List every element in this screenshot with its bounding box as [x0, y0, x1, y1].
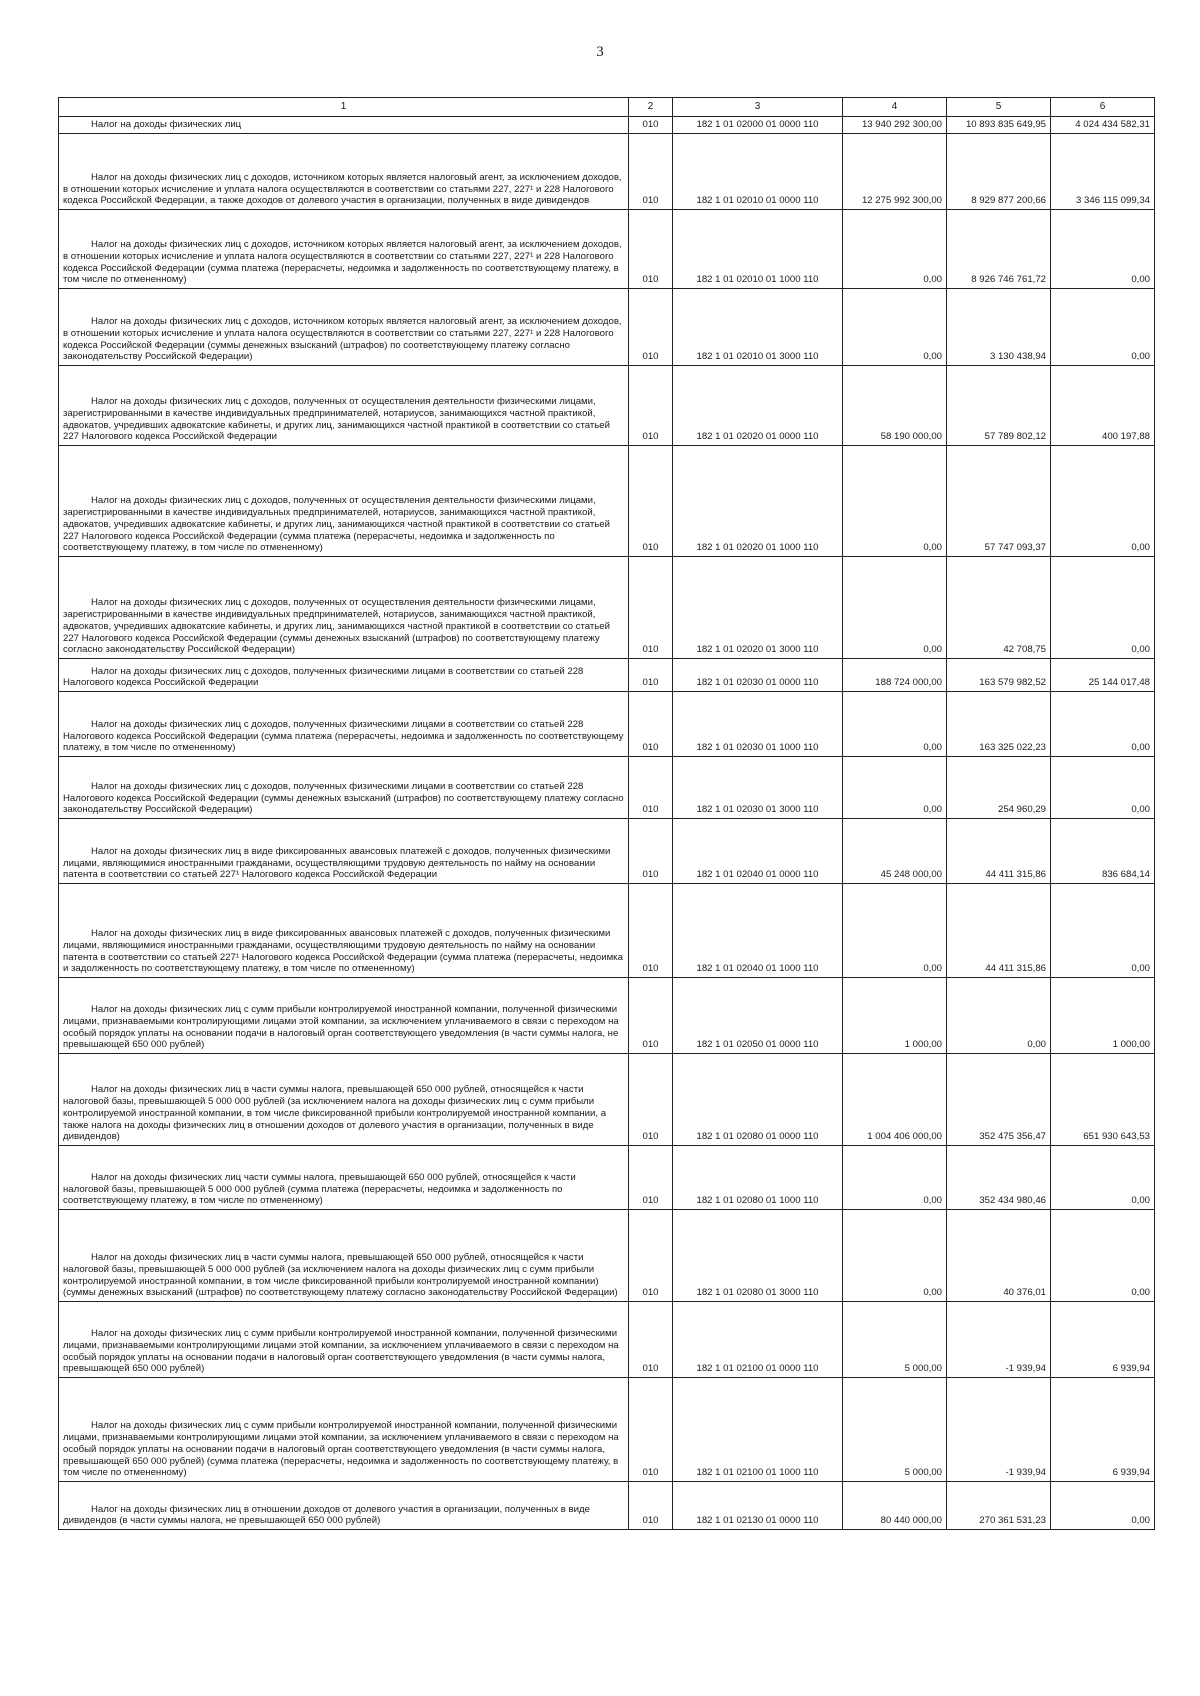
cell-unexecuted-amount: 836 684,14: [1051, 819, 1155, 884]
row-description: Налог на доходы физических лиц с доходов, полученных от осуществления деятельности физическими лицами, зарегистрированными в качестве индивидуальных предпринимателей, нотариусов, занимающихся частной практикой, адвокатов, учредивших адвокатские кабинеты, и других лиц, занимающихся частной практикой в соответствии со статьей 227 Налогового кодекса Российской Федерации (сумма платежа (перерасчеты, недоимка и задолженность по соответствующему платежу, в том числе по отмененному): [63, 495, 610, 554]
cell-budget-code: 182 1 01 02030 01 0000 110: [673, 659, 843, 692]
cell-approved-amount: 58 190 000,00: [843, 366, 947, 446]
header-row: [59, 98, 1155, 117]
row-description: Налог на доходы физических лиц в виде фиксированных авансовых платежей с доходов, полученных физическими лицами, являющимися иностранными гражданами, осуществляющими трудовую деятельность по найму на основании патента в соответствии со статьей 227¹ Налогового кодекса Российской Федерации: [63, 845, 611, 881]
row-description: Налог на доходы физических лиц с сумм прибыли контролируемой иностранной компании, полученной физическими лицами, признаваемыми контролирующими лицами этой компании, за исключением уплачиваемого в связи с переходом на особый порядок уплаты на основании подачи в налоговый орган соответствующего уведомления (в части суммы налога, не превышающей 650 000 рублей): [63, 1004, 619, 1051]
cell-approved-amount: 0,00: [843, 757, 947, 819]
cell-approved-amount: 0,00: [843, 289, 947, 366]
cell-approved-amount: 13 940 292 300,00: [843, 117, 947, 134]
cell-unexecuted-amount: 6 939,94: [1051, 1378, 1155, 1482]
row-description: Налог на доходы физических лиц в части суммы налога, превышающей 650 000 рублей, относящейся к части налоговой базы, превышающей 5 000 000 рублей (за исключением налога на доходы физических лиц с сумм прибыли контролируемой иностранной компании, в том числе фиксированной прибыли контролируемой иностранной компании, а также налога на доходы физических лиц в отношении доходов от долевого участия в организации, полученных в виде дивидендов): [63, 1084, 607, 1143]
cell-executed-amount: 352 475 356,47: [947, 1054, 1051, 1146]
row-description: Налог на доходы физических лиц с доходов, полученных физическими лицами в соответствии со статьей 228 Налогового кодекса Российской Федерации: [63, 665, 584, 689]
cell-executed-amount: 3 130 438,94: [947, 289, 1051, 366]
cell-executed-amount: 254 960,29: [947, 757, 1051, 819]
table-row: [59, 884, 1155, 978]
cell-line-code: 010: [629, 446, 673, 557]
cell-unexecuted-amount: 400 197,88: [1051, 366, 1155, 446]
cell-line-code: 010: [629, 978, 673, 1054]
col-header-1: 1: [59, 98, 629, 117]
cell-unexecuted-amount: 651 930 643,53: [1051, 1054, 1155, 1146]
cell-budget-code: 182 1 01 02010 01 3000 110: [673, 289, 843, 366]
table-row: [59, 1302, 1155, 1378]
cell-approved-amount: 0,00: [843, 884, 947, 978]
cell-unexecuted-amount: 25 144 017,48: [1051, 659, 1155, 692]
cell-unexecuted-amount: 0,00: [1051, 757, 1155, 819]
cell-name: [59, 366, 629, 446]
cell-name: [59, 757, 629, 819]
cell-line-code: 010: [629, 1146, 673, 1210]
cell-name: [59, 884, 629, 978]
table-row: [59, 446, 1155, 557]
table-row: [59, 692, 1155, 757]
cell-unexecuted-amount: 0,00: [1051, 446, 1155, 557]
table-row: [59, 1210, 1155, 1302]
cell-approved-amount: 45 248 000,00: [843, 819, 947, 884]
cell-line-code: 010: [629, 1482, 673, 1530]
table-row: [59, 757, 1155, 819]
col-header-6: 6: [1051, 98, 1155, 117]
cell-unexecuted-amount: 0,00: [1051, 1146, 1155, 1210]
cell-unexecuted-amount: 0,00: [1051, 692, 1155, 757]
cell-budget-code: 182 1 01 02100 01 1000 110: [673, 1378, 843, 1482]
cell-approved-amount: 5 000,00: [843, 1378, 947, 1482]
cell-executed-amount: 0,00: [947, 978, 1051, 1054]
table-row: [59, 1054, 1155, 1146]
cell-executed-amount: -1 939,94: [947, 1378, 1051, 1482]
cell-line-code: 010: [629, 1054, 673, 1146]
cell-executed-amount: 44 411 315,86: [947, 819, 1051, 884]
page-number: 3: [596, 44, 604, 60]
cell-approved-amount: 1 004 406 000,00: [843, 1054, 947, 1146]
cell-name: [59, 557, 629, 659]
cell-name: [59, 1378, 629, 1482]
cell-line-code: 010: [629, 289, 673, 366]
cell-budget-code: 182 1 01 02100 01 0000 110: [673, 1302, 843, 1378]
cell-line-code: 010: [629, 757, 673, 819]
cell-name: [59, 1054, 629, 1146]
cell-executed-amount: 44 411 315,86: [947, 884, 1051, 978]
cell-approved-amount: 0,00: [843, 210, 947, 289]
row-description: Налог на доходы физических лиц в части суммы налога, превышающей 650 000 рублей, относящейся к части налоговой базы, превышающей 5 000 000 рублей (за исключением налога на доходы физических лиц с сумм прибыли контролируемой иностранной компании, в том числе фиксированной прибыли контролируемой иностранной компании) (суммы денежных взысканий (штрафов) по соответствующему платежу согласно законодательству Российской Федерации): [63, 1252, 618, 1299]
row-description: Налог на доходы физических лиц: [91, 119, 242, 131]
row-description: Налог на доходы физических лиц в виде фиксированных авансовых платежей с доходов, полученных физическими лицами, являющимися иностранными гражданами, осуществляющими трудовую деятельность по найму на основании патента в соответствии со статьей 227¹ Налогового кодекса Российской Федерации (сумма платежа (перерасчеты, недоимка и задолженность по соответствующему платежу, в том числе по отмененному): [63, 928, 623, 975]
table-row: [59, 366, 1155, 446]
cell-unexecuted-amount: 3 346 115 099,34: [1051, 134, 1155, 210]
cell-approved-amount: 0,00: [843, 692, 947, 757]
cell-name: [59, 289, 629, 366]
row-description: Налог на доходы физических лиц с доходов, источником которых является налоговый агент, за исключением доходов, в отношении которых исчисление и уплата налога осуществляются в соответствии со статьями 227, 227¹ и 228 Налогового кодекса Российской Федерации (суммы денежных взысканий (штрафов) по соответствующему платежу согласно законодательству Российской Федерации): [63, 316, 622, 363]
cell-executed-amount: 163 579 982,52: [947, 659, 1051, 692]
cell-executed-amount: 163 325 022,23: [947, 692, 1051, 757]
cell-budget-code: 182 1 01 02010 01 0000 110: [673, 134, 843, 210]
cell-unexecuted-amount: 0,00: [1051, 557, 1155, 659]
cell-budget-code: 182 1 01 02050 01 0000 110: [673, 978, 843, 1054]
cell-line-code: 010: [629, 134, 673, 210]
cell-name: [59, 1146, 629, 1210]
table-row: [59, 819, 1155, 884]
cell-executed-amount: 270 361 531,23: [947, 1482, 1051, 1530]
cell-budget-code: 182 1 01 02080 01 3000 110: [673, 1210, 843, 1302]
cell-unexecuted-amount: 4 024 434 582,31: [1051, 117, 1155, 134]
cell-name: [59, 446, 629, 557]
cell-executed-amount: 8 929 877 200,66: [947, 134, 1051, 210]
cell-executed-amount: 40 376,01: [947, 1210, 1051, 1302]
table-body: [59, 117, 1155, 1530]
cell-name: [59, 1210, 629, 1302]
cell-line-code: 010: [629, 1210, 673, 1302]
cell-budget-code: 182 1 01 02020 01 3000 110: [673, 557, 843, 659]
cell-unexecuted-amount: 0,00: [1051, 289, 1155, 366]
cell-line-code: 010: [629, 659, 673, 692]
cell-budget-code: 182 1 01 02130 01 0000 110: [673, 1482, 843, 1530]
cell-name: [59, 1302, 629, 1378]
col-header-5: 5: [947, 98, 1051, 117]
table-row: [59, 289, 1155, 366]
cell-executed-amount: 10 893 835 649,95: [947, 117, 1051, 134]
cell-budget-code: 182 1 01 02040 01 0000 110: [673, 819, 843, 884]
row-description: Налог на доходы физических лиц с сумм прибыли контролируемой иностранной компании, полученной физическими лицами, признаваемыми контролирующими лицами этой компании, за исключением уплачиваемого в связи с переходом на особый порядок уплаты на основании подачи в налоговый орган соответствующего уведомления (в части суммы налога, превышающей 650 000 рублей) (сумма платежа (перерасчеты, недоимка и задолженность по соответствующему платежу, в том числе по отмененному): [63, 1420, 619, 1479]
cell-name: [59, 819, 629, 884]
cell-unexecuted-amount: 0,00: [1051, 1210, 1155, 1302]
table-row: [59, 134, 1155, 210]
row-description: Налог на доходы физических лиц с доходов, источником которых является налоговый агент, за исключением доходов, в отношении которых исчисление и уплата налога осуществляются в соответствии со статьями 227, 227¹ и 228 Налогового кодекса Российской Федерации, а также доходов от долевого участия в организации, полученных в виде дивидендов: [63, 171, 622, 207]
cell-budget-code: 182 1 01 02030 01 3000 110: [673, 757, 843, 819]
cell-approved-amount: 0,00: [843, 1146, 947, 1210]
cell-budget-code: 182 1 01 02000 01 0000 110: [673, 117, 843, 134]
cell-executed-amount: 352 434 980,46: [947, 1146, 1051, 1210]
cell-line-code: 010: [629, 1378, 673, 1482]
cell-approved-amount: 5 000,00: [843, 1302, 947, 1378]
col-header-4: 4: [843, 98, 947, 117]
cell-approved-amount: 12 275 992 300,00: [843, 134, 947, 210]
table-row: [59, 557, 1155, 659]
table-row: [59, 117, 1155, 134]
row-description: Налог на доходы физических лиц в отношении доходов от долевого участия в организации, полученных в виде дивидендов (в части суммы налога, не превышающей 650 000 рублей): [63, 1503, 590, 1527]
cell-unexecuted-amount: 0,00: [1051, 884, 1155, 978]
table-row: [59, 1146, 1155, 1210]
row-description: Налог на доходы физических лиц части суммы налога, превышающей 650 000 рублей, относящейся к части налоговой базы, превышающей 5 000 000 рублей (сумма платежа (перерасчеты, недоимка и задолженность по соответствующему платежу, в том числе по отмененному): [63, 1171, 576, 1207]
table-row: [59, 1482, 1155, 1530]
cell-name: [59, 659, 629, 692]
cell-approved-amount: 0,00: [843, 446, 947, 557]
table-row: [59, 210, 1155, 289]
cell-approved-amount: 188 724 000,00: [843, 659, 947, 692]
cell-line-code: 010: [629, 692, 673, 757]
row-description: Налог на доходы физических лиц с доходов, полученных от осуществления деятельности физическими лицами, зарегистрированными в качестве индивидуальных предпринимателей, нотариусов, занимающихся частной практикой, адвокатов, учредивших адвокатские кабинеты, и других лиц, занимающихся частной практикой в соответствии со статьей 227 Налогового кодекса Российской Федерации (суммы денежных взысканий (штрафов) по соответствующему платежу согласно законодательству Российской Федерации): [63, 597, 610, 656]
cell-line-code: 010: [629, 117, 673, 134]
row-description: Налог на доходы физических лиц с доходов, полученных физическими лицами в соответствии со статьей 228 Налогового кодекса Российской Федерации (сумма платежа (перерасчеты, недоимка и задолженность по соответствующему платежу, в том числе по отмененному): [63, 718, 624, 754]
cell-name: [59, 692, 629, 757]
cell-budget-code: 182 1 01 02010 01 1000 110: [673, 210, 843, 289]
col-header-2: 2: [629, 98, 673, 117]
row-description: Налог на доходы физических лиц с доходов, полученных физическими лицами в соответствии со статьей 228 Налогового кодекса Российской Федерации (суммы денежных взысканий (штрафов) по соответствующему платежу согласно законодательству Российской Федерации): [63, 780, 624, 816]
cell-budget-code: 182 1 01 02080 01 1000 110: [673, 1146, 843, 1210]
cell-line-code: 010: [629, 1302, 673, 1378]
cell-approved-amount: 0,00: [843, 557, 947, 659]
cell-name: [59, 210, 629, 289]
cell-budget-code: 182 1 01 02080 01 0000 110: [673, 1054, 843, 1146]
cell-line-code: 010: [629, 366, 673, 446]
table-row: [59, 1378, 1155, 1482]
cell-executed-amount: 42 708,75: [947, 557, 1051, 659]
row-description: Налог на доходы физических лиц с доходов, полученных от осуществления деятельности физическими лицами, зарегистрированными в качестве индивидуальных предпринимателей, нотариусов, занимающихся частной практикой, адвокатов, учредивших адвокатские кабинеты, и других лиц, занимающихся частной практикой в соответствии со статьей 227 Налогового кодекса Российской Федерации: [63, 396, 610, 443]
row-description: Налог на доходы физических лиц с сумм прибыли контролируемой иностранной компании, полученной физическими лицами, признаваемыми контролирующими лицами этой компании, за исключением уплачиваемого в связи с переходом на особый порядок уплаты на основании подачи в налоговый орган соответствующего уведомления (в части суммы налога, превышающей 650 000 рублей): [63, 1328, 619, 1375]
cell-executed-amount: 57 789 802,12: [947, 366, 1051, 446]
cell-line-code: 010: [629, 557, 673, 659]
table-row: [59, 978, 1155, 1054]
cell-budget-code: 182 1 01 02020 01 0000 110: [673, 366, 843, 446]
cell-name: [59, 978, 629, 1054]
cell-executed-amount: 8 926 746 761,72: [947, 210, 1051, 289]
cell-line-code: 010: [629, 210, 673, 289]
cell-name: [59, 134, 629, 210]
cell-budget-code: 182 1 01 02030 01 1000 110: [673, 692, 843, 757]
cell-line-code: 010: [629, 884, 673, 978]
cell-approved-amount: 80 440 000,00: [843, 1482, 947, 1530]
row-description: Налог на доходы физических лиц с доходов, источником которых является налоговый агент, за исключением доходов, в отношении которых исчисление и уплата налога осуществляются в соответствии со статьями 227, 227¹ и 228 Налогового кодекса Российской Федерации (сумма платежа (перерасчеты, недоимка и задолженность по соответствующему платежу, в том числе по отмененному): [63, 239, 622, 286]
cell-unexecuted-amount: 0,00: [1051, 1482, 1155, 1530]
cell-budget-code: 182 1 01 02040 01 1000 110: [673, 884, 843, 978]
cell-approved-amount: 1 000,00: [843, 978, 947, 1054]
cell-executed-amount: 57 747 093,37: [947, 446, 1051, 557]
tax-revenue-table: [58, 97, 1155, 1530]
cell-budget-code: 182 1 01 02020 01 1000 110: [673, 446, 843, 557]
cell-unexecuted-amount: 0,00: [1051, 210, 1155, 289]
table-row: [59, 659, 1155, 692]
cell-approved-amount: 0,00: [843, 1210, 947, 1302]
cell-unexecuted-amount: 6 939,94: [1051, 1302, 1155, 1378]
cell-unexecuted-amount: 1 000,00: [1051, 978, 1155, 1054]
cell-executed-amount: -1 939,94: [947, 1302, 1051, 1378]
cell-name: [59, 117, 629, 134]
cell-line-code: 010: [629, 819, 673, 884]
col-header-3: 3: [673, 98, 843, 117]
cell-name: [59, 1482, 629, 1530]
